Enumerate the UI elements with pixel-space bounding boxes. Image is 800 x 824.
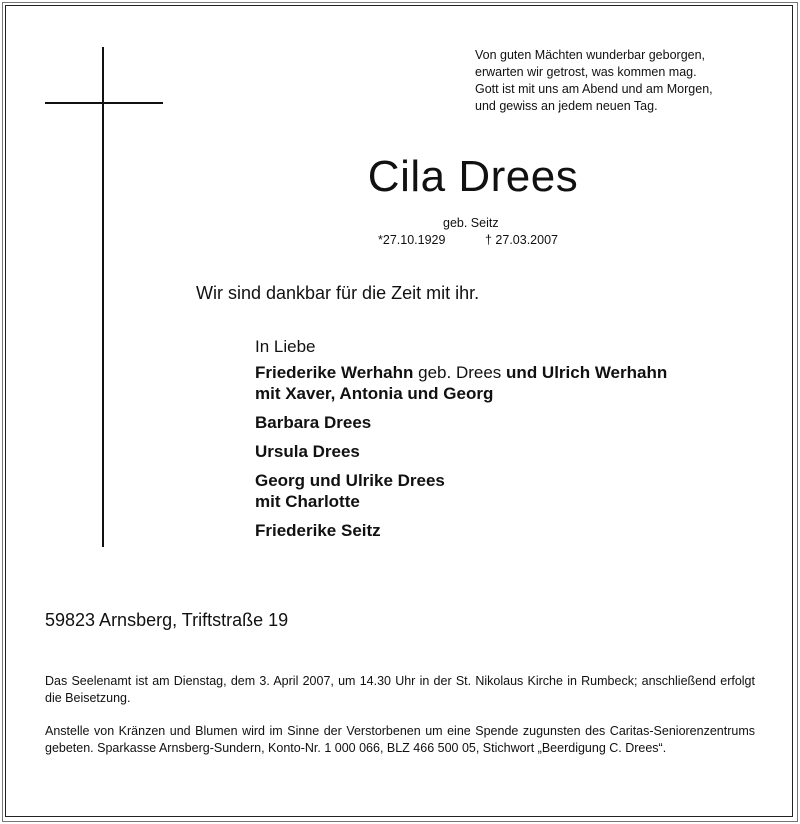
cross-icon-vertical <box>102 47 104 547</box>
mourner-name: Friederike Werhahn <box>255 363 414 382</box>
poem <box>475 47 713 115</box>
gratitude-line: Wir sind dankbar für die Zeit mit ihr. <box>196 283 480 303</box>
poem-line: erwarten wir getrost, was kommen mag. <box>475 65 697 79</box>
poem-line: Gott ist mit uns am Abend und am Morgen, <box>475 82 713 96</box>
address: 59823 Arnsberg, Triftstraße 19 <box>45 610 289 630</box>
cross-icon-horizontal <box>45 102 163 104</box>
mourner-name: und Ulrich Werhahn <box>506 363 668 382</box>
poem-line: und gewiss an jedem neuen Tag. <box>475 99 658 113</box>
birth-name: geb. Seitz <box>443 216 499 230</box>
mourner-entry <box>255 470 667 512</box>
mourner-entry: Barbara Drees <box>255 413 372 432</box>
donation-note: Anstelle von Kränzen und Blumen wird im Sinne der Verstorbenen um eine Spende zugunsten des Caritas-Seniorenzentrums gebeten. Sparkasse Arnsberg-Sundern, Konto-Nr. 1 000 066, BLZ 466 500 05, Stichwort „Beerdigung C. Drees“. <box>45 724 755 755</box>
birth-date: *27.10.1929 <box>378 233 446 247</box>
mourner-entry: Friederike Seitz <box>255 521 381 540</box>
mourner-birth-name: geb. Drees <box>418 363 502 382</box>
mourner-name: mit Charlotte <box>255 492 360 511</box>
deceased-name: Cila Drees <box>367 152 579 201</box>
mourner-name: Georg und Ulrike Drees <box>255 471 445 490</box>
mourners-list <box>255 336 667 549</box>
death-date: † 27.03.2007 <box>485 233 558 247</box>
mourner-entry: Ursula Drees <box>255 442 360 461</box>
poem-line: Von guten Mächten wunderbar geborgen, <box>475 48 706 62</box>
funeral-note: Das Seelenamt ist am Dienstag, dem 3. April 2007, um 14.30 Uhr in der St. Nikolaus Kirche in Rumbeck; anschließend erfolgt die Beisetzung. <box>45 674 755 705</box>
mourner-entry <box>255 362 667 404</box>
mourner-name: mit Xaver, Antonia und Georg <box>255 384 494 403</box>
mourners-intro: In Liebe <box>255 337 316 356</box>
